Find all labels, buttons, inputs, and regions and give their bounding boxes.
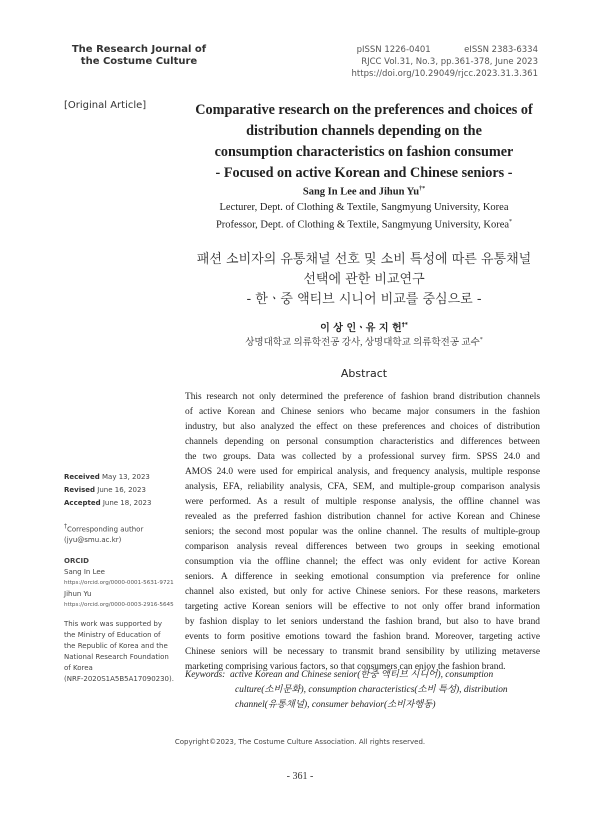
funding-line: National Research Foundation (64, 653, 169, 662)
keywords-label: Keywords: (185, 670, 226, 680)
issn-electronic: eISSN 2383-6334 (464, 45, 538, 55)
abstract-line: were performed. As a result of multiple response analysis, the offline channel was (185, 497, 540, 507)
journal-name (64, 44, 214, 68)
article-type: [Original Article] (64, 100, 147, 111)
title-line: - Focused on active Korean and Chinese seniors - (215, 165, 513, 181)
funding-line: the Ministry of Education of (64, 631, 161, 640)
affiliation-mark: * (509, 219, 513, 225)
korean-title-line: 패션 소비자의 유통채널 선호 및 소비 특성에 따른 유통채널 (196, 252, 532, 267)
journal-name-line2: the Costume Culture (80, 56, 198, 67)
keywords-line: channel(유통채널), consumer behavior(소비자행동) (235, 700, 436, 710)
funding-line: the Republic of Korea and the (64, 642, 168, 651)
author-mark: †* (419, 186, 426, 192)
abstract-line: comparison analysis reveal differences between two groups in seeking emotional (185, 542, 540, 552)
journal-name-line1: The Research Journal of (71, 44, 207, 55)
funding-note (64, 619, 176, 685)
accepted-date: June 18, 2023 (102, 499, 152, 507)
abstract-line: seniors; the second most popular was the online channel. The results of multiple-group (185, 527, 540, 537)
orcid-link[interactable]: https://orcid.org/0000-0003-2916-5645 (64, 602, 174, 609)
abstract-line: the two groups. Data was collected by a professional survey firm. SPSS 24.0 and (185, 452, 540, 462)
affiliation-line: Lecturer, Dept. of Clothing & Textile, Sangmyung University, Korea (219, 202, 509, 213)
abstract-line: by fashion display to let seniors understand the fashion brand, but also to have brand (185, 617, 540, 627)
affiliations (178, 201, 550, 233)
affiliation-line: Professor, Dept. of Clothing & Textile, Sangmyung University, Korea* (215, 219, 513, 231)
korean-title (178, 250, 550, 310)
revised-row: Revised June 16, 2023 (64, 486, 146, 494)
accepted-row: Accepted June 18, 2023 (64, 499, 152, 507)
abstract-line: seniors. A difference in seeking emotional consumption via preference for online (185, 572, 540, 582)
korean-author-names: 이 상 인ㆍ유 지 헌 (320, 323, 402, 334)
korean-authors (178, 319, 550, 334)
korean-affiliation-mark: * (479, 336, 483, 343)
abstract-line: of active Korean and Chinese seniors who became major consumers in the fashion (185, 407, 540, 417)
keywords-line: culture(소비문화), consumption characteristics(소비 특성), distribution (235, 685, 508, 695)
page-number: - 361 - (286, 771, 314, 782)
keywords-text: active Korean and Chinese senior(한중 액티브 시니어), consumption (229, 670, 494, 680)
title-line: Comparative research on the preferences and choices of (195, 102, 533, 118)
author-list (178, 186, 550, 198)
funding-line: This work was supported by (64, 620, 163, 629)
paper-title (178, 100, 550, 184)
abstract-line: Chinese seniors will be necessary to transmit brand sensibility by utilizing metaverse (185, 647, 540, 657)
korean-title-line: - 한ㆍ중 액티브 시니어 비교를 중심으로 - (246, 292, 482, 307)
title-line: consumption characteristics on fashion consumer (214, 144, 514, 160)
abstract-line: marketing comprising various factors, so that consumers can enjoy the fashion brand. (185, 662, 506, 672)
funding-line: (NRF-2020S1A5B5A17090230). (64, 675, 174, 684)
orcid-link[interactable]: https://orcid.org/0000-0001-5631-9721 (64, 580, 174, 587)
abstract-heading: Abstract (340, 367, 388, 380)
received-date: May 13, 2023 (102, 473, 150, 481)
abstract-line: AMOS 24.0 were used for empirical analysis, and frequency analysis, multiple response (185, 467, 540, 477)
orcid-name: Jihun Yu (64, 590, 92, 599)
article-sidebar (64, 472, 176, 685)
corresponding-email[interactable]: (jyu@smu.ac.kr) (64, 536, 122, 545)
title-line: distribution channels depending on the (246, 123, 482, 139)
abstract-line: channels depending on personal consumption characteristics and differences between (185, 437, 540, 447)
keywords-line (185, 668, 545, 683)
publication-info (352, 44, 538, 80)
korean-affiliations (178, 334, 550, 348)
corresponding-author: †Corresponding author (64, 523, 144, 534)
abstract-line: consumption via the offline channel; the effect was only evident for active Korean (185, 557, 540, 567)
issn-line (352, 44, 538, 56)
doi-link[interactable]: https://doi.org/10.29049/rjcc.2023.31.3.361 (351, 69, 538, 79)
abstract-line: analysis, EFA, reliability analysis, CFA, SEM, and multiple-group comparison analysis (185, 482, 540, 492)
korean-title-line: 선택에 관한 비교연구 (303, 272, 425, 287)
korean-affiliation-text: 상명대학교 의류학전공 강사, 상명대학교 의류학전공 교수 (245, 338, 480, 348)
abstract-line: events to form positive emotions toward the fashion brand. Moreover, targeting active (185, 632, 540, 642)
funding-line: of Korea (64, 664, 93, 673)
korean-author-mark: †* (401, 321, 408, 329)
copyright-notice: Copyright©2023, The Costume Culture Association. All rights reserved. (174, 738, 426, 746)
abstract-body (185, 390, 540, 675)
abstract-line: targeting active Korean seniors will be effective to not only offer brand information (185, 602, 540, 612)
orcid-label: ORCID (64, 557, 89, 566)
abstract-line: revealed as the preferred fashion distribution channel for active Korean and Chinese (185, 512, 540, 522)
orcid-name: Sang In Lee (64, 568, 105, 577)
issn-print: pISSN 1226-0401 (356, 45, 431, 55)
abstract-line: industry, but also analyzed the effect on these preferences and choices of distribution (185, 422, 540, 432)
abstract-line: channel also existed, but only for active Chinese seniors. For these reasons, marketers (185, 587, 540, 597)
revised-date: June 16, 2023 (97, 486, 146, 494)
received-row: Received May 13, 2023 (64, 473, 150, 481)
keywords (185, 668, 545, 713)
author-names: Sang In Lee and Jihun Yu (302, 186, 420, 198)
volume-info: RJCC Vol.31, No.3, pp.361-378, June 2023 (361, 57, 538, 67)
abstract-line: This research not only determined the preference of fashion brand distribution channels (185, 392, 540, 402)
